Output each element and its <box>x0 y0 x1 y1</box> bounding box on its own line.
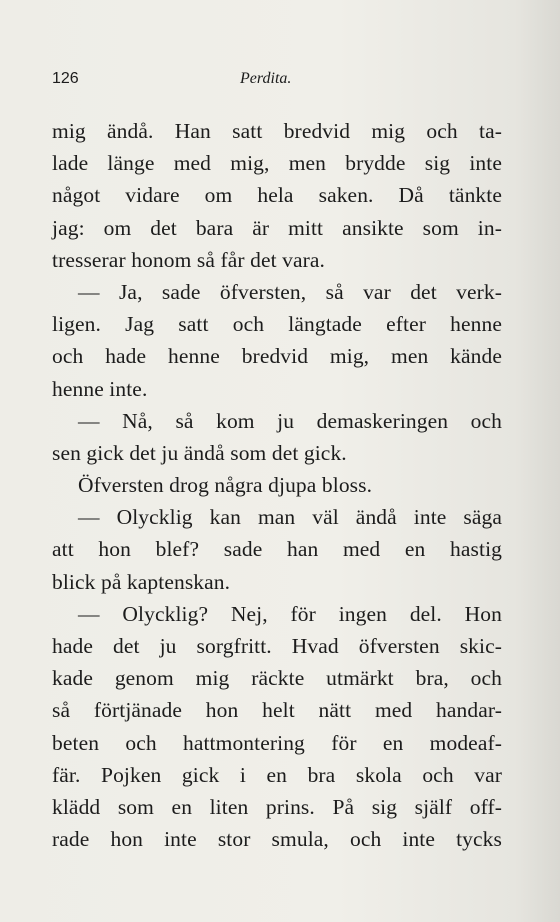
text-line: ligen. Jag satt och längtade efter henne <box>52 312 502 337</box>
text-line: att hon blef? sade han med en hastig <box>52 537 502 562</box>
text-line: beten och hattmontering för en modeaf- <box>52 730 502 755</box>
body-text <box>52 115 502 855</box>
text-line: — Olycklig? Nej, för ingen del. Hon <box>78 601 502 626</box>
text-line: tresserar honom så får det vara. <box>52 247 326 272</box>
text-line: lade länge med mig, men brydde sig inte <box>52 151 502 176</box>
text-line: — Nå, så kom ju demaskeringen och <box>78 408 502 433</box>
text-line: så förtjänade hon helt nätt med handar- <box>52 698 502 723</box>
text-line: — Olycklig kan man väl ändå inte säga <box>78 505 502 530</box>
text-line: mig ändå. Han satt bredvid mig och ta- <box>52 119 502 143</box>
text-line: Öfversten drog några djupa bloss. <box>78 473 373 498</box>
text-line: något vidare om hela saken. Då tänkte <box>52 183 502 208</box>
text-line: — Ja, sade öfversten, så var det verk- <box>78 279 502 304</box>
text-line: blick på kaptenskan. <box>52 569 231 594</box>
text-line: kade genom mig räckte utmärkt bra, och <box>52 666 502 691</box>
running-title: Perdita. <box>240 70 292 87</box>
text-line: klädd som en liten prins. På sig själf off- <box>52 794 502 819</box>
text-line: sen gick det ju ändå som det gick. <box>52 440 347 465</box>
text-line: fär. Pojken gick i en bra skola och var <box>52 762 502 787</box>
text-line: hade det ju sorgfritt. Hvad öfversten skic- <box>52 634 502 658</box>
page-header <box>52 70 502 92</box>
text-line: och hade henne bredvid mig, men kände <box>52 344 502 369</box>
text-line: rade hon inte stor smula, och inte tycks <box>52 827 502 852</box>
text-line: henne inte. <box>52 376 148 401</box>
text-line: jag: om det bara är mitt ansikte som in- <box>52 215 502 240</box>
page-number: 126 <box>52 70 79 87</box>
